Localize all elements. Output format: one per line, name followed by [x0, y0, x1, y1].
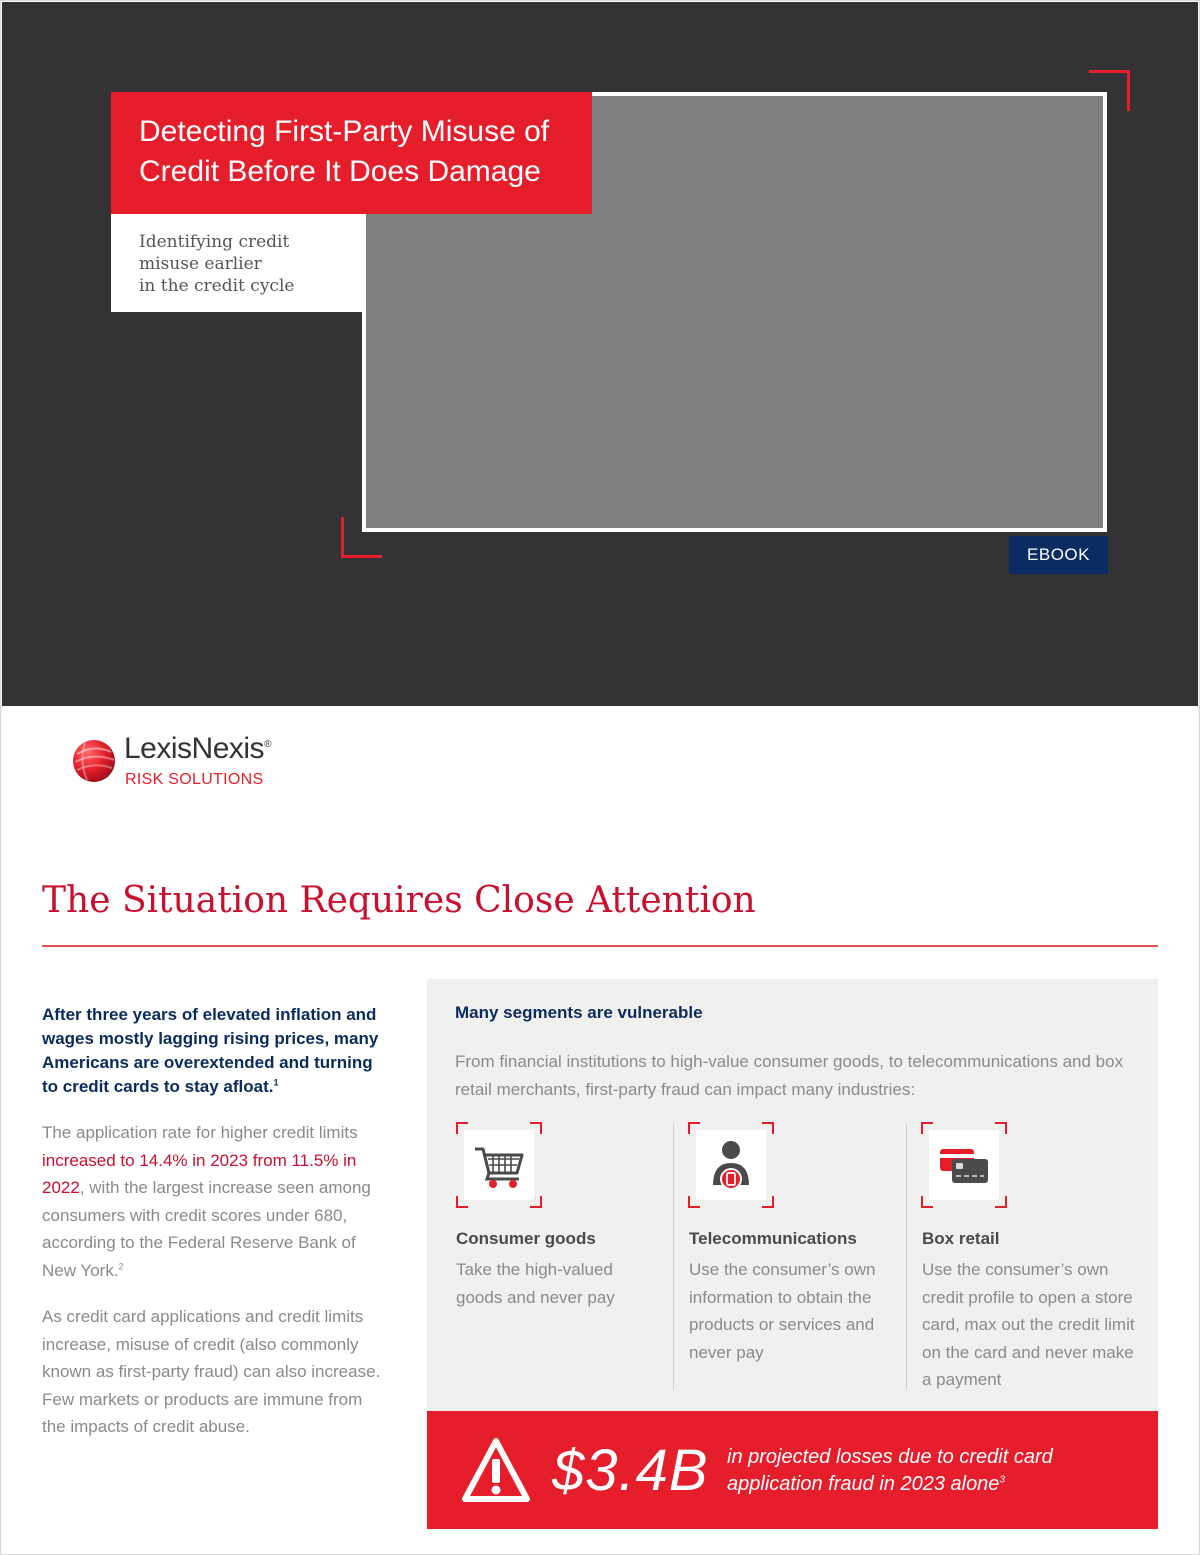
segment-title: Consumer goods [456, 1229, 596, 1248]
section-heading: The Situation Requires Close Attention [42, 880, 756, 921]
brand-name [124, 732, 271, 766]
subtitle-line: misuse earlier [139, 254, 262, 274]
subtitle-line: in the credit cycle [139, 276, 295, 296]
panel-title: Many segments are vulnerable [455, 1003, 703, 1022]
shopping-cart-icon [469, 1135, 529, 1195]
ebook-badge: EBOOK [1009, 536, 1108, 574]
footnote-ref: 1 [273, 1077, 279, 1088]
ebook-subtitle [111, 214, 363, 312]
segment-icon-frame [921, 1122, 1007, 1208]
registered-mark: ® [264, 739, 271, 750]
brand-name-text: LexisNexis [124, 732, 265, 765]
subtitle-line: Identifying credit [139, 232, 290, 252]
lexisnexis-globe-logo-icon [71, 738, 117, 784]
para1-text-start: The application rate for higher credit limits [42, 1123, 358, 1142]
corner-bracket-bottom-left [341, 517, 382, 558]
credit-cards-icon [934, 1135, 994, 1195]
corner-bracket-top-right [1089, 70, 1130, 111]
lead-paragraph [42, 1003, 387, 1099]
ebook-title-line-1: Detecting First-Party Misuse of [139, 115, 550, 148]
ebook-title [111, 92, 592, 214]
segment-icon-frame [456, 1122, 542, 1208]
stat-description [727, 1444, 1127, 1498]
ebook-title-line-2: Credit Before It Does Damage [139, 155, 541, 188]
segment-description: Use the consumer’s own information to obtain the products or services and never pay [689, 1260, 876, 1362]
heading-divider [42, 945, 1158, 947]
stat-description-text: in projected losses due to credit card application fraud in 2023 alone [727, 1446, 1053, 1495]
column-divider [906, 1124, 907, 1390]
column-divider [673, 1124, 674, 1390]
body-paragraph-1 [42, 1119, 387, 1284]
footnote-ref: 2 [118, 1260, 124, 1271]
warning-icon [461, 1437, 531, 1503]
para1-text-end: , with the largest increase seen among consumers with credit scores under 680, according to the Federal Reserve Bank of New York. [42, 1178, 371, 1280]
segment-description: Take the high-valued goods and never pay [456, 1260, 615, 1307]
panel-intro: From financial institutions to high-value consumer goods, to telecommunications and box retail merchants, first-party fraud can impact many industries: [455, 1052, 1124, 1099]
segment-description: Use the consumer’s own credit profile to open a store card, max out the credit limit on the card and never make a payment [922, 1260, 1135, 1389]
footnote-ref: 3 [999, 1474, 1005, 1486]
body-paragraph-2: As credit card applications and credit limits increase, misuse of credit (also commonly known as first-party fraud) can also increase. Few markets or products are immune from the impacts of credit abuse. [42, 1307, 381, 1436]
segment-title: Telecommunications [689, 1229, 857, 1248]
para1-highlight: increased to 14.4% in 2023 from 11.5% in 2022 [42, 1150, 357, 1197]
segment-icon-frame [688, 1122, 774, 1208]
lead-text: After three years of elevated inflation and wages mostly lagging rising prices, many Americans are overextended and turning to credit cards to stay afloat. [42, 1005, 379, 1096]
person-phone-icon [701, 1135, 761, 1195]
brand-tagline: RISK SOLUTIONS [125, 771, 264, 788]
stat-value: $3.4B [552, 1438, 709, 1503]
segment-title: Box retail [922, 1229, 1000, 1248]
